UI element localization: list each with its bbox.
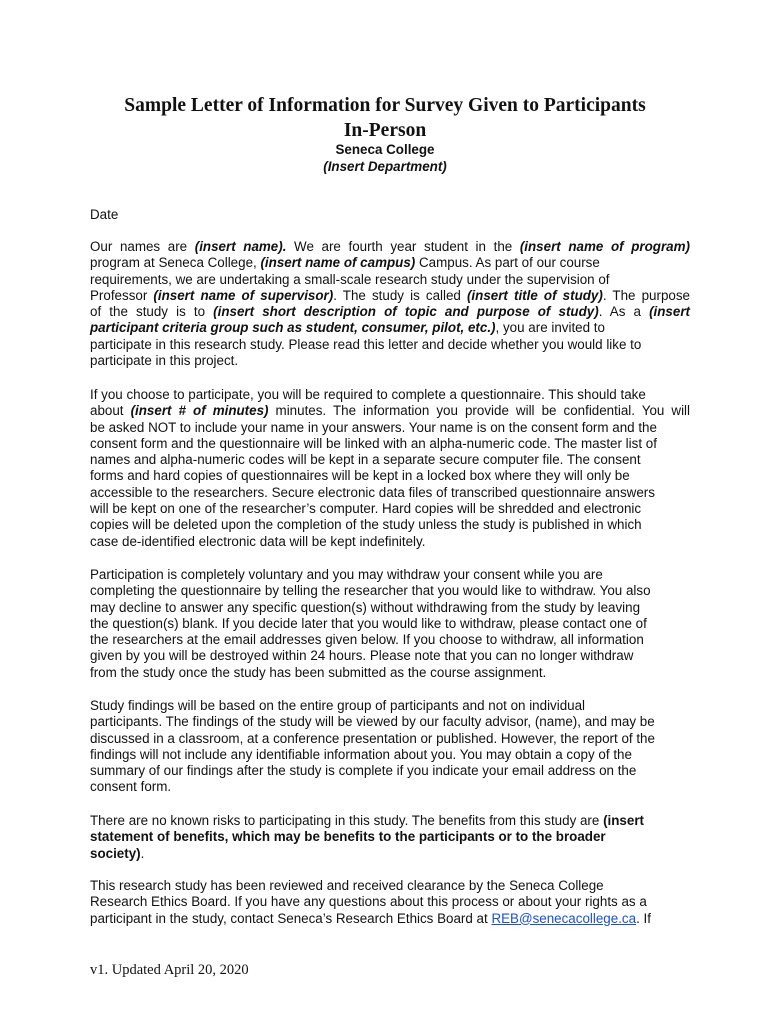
page-title-line1: Sample Letter of Information for Survey Given to Participants xyxy=(124,95,646,116)
text-line: participants. The findings of the study will be viewed by our faculty advisor, (name), and may be xyxy=(90,714,655,730)
text-line: given by you will be destroyed within 24 hours. Please note that you can no longer withdraw xyxy=(90,648,634,664)
risks-benefits-paragraph xyxy=(90,813,690,862)
college-name: Seneca College xyxy=(335,142,435,157)
findings-paragraph xyxy=(90,698,690,796)
text-line: forms and hard copies of questionnaires will be kept in a locked box where they will only be xyxy=(90,468,630,484)
text-line: completing the questionnaire by telling the researcher that you would like to withdraw. You also xyxy=(90,583,651,599)
text-line: Research Ethics Board. If you have any questions about this process or about your rights as a xyxy=(90,894,647,910)
text-line: be asked NOT to include your name in your answers. Your name is on the consent form and the xyxy=(90,419,657,435)
text-line: of the study is to (insert short description of topic and purpose of study). As a (insert xyxy=(90,304,691,320)
text-line: consent form. xyxy=(90,779,172,795)
text-line: participant in the study, contact Seneca’s Research Ethics Board at REB@senecacollege.ca. If xyxy=(90,910,651,926)
text-line: program at Seneca College, (insert name of campus) Campus. As part of our course xyxy=(90,255,600,271)
text-line: Professor (insert name of supervisor). The study is called (insert title of study). The purpose xyxy=(90,287,690,303)
text-line: findings will not include any identifiable information about you. You may obtain a copy of the xyxy=(90,746,632,762)
text-line: the question(s) blank. If you decide later that you would like to withdraw, please contact one of xyxy=(90,615,647,631)
text-line: There are no known risks to participating in this study. The benefits from this study are (insert xyxy=(90,813,644,828)
text-line: participant criteria group such as student, consumer, pilot, etc.), you are invited to xyxy=(90,320,605,336)
date-label: Date xyxy=(90,207,119,222)
department-name: (Insert Department) xyxy=(323,159,447,174)
text-line: discussed in a classroom, at a conference presentation or published. However, the report of the xyxy=(90,730,655,746)
withdrawal-paragraph xyxy=(90,567,690,681)
text-line: summary of our findings after the study is complete if you indicate your email address on the xyxy=(90,763,637,779)
text-line: consent form and the questionnaire will be linked with an alpha-numeric code. The master list of xyxy=(90,435,657,451)
text-line: society). xyxy=(90,845,145,861)
text-line: Study findings will be based on the entire group of participants and not on individual xyxy=(90,698,586,713)
text-line: names and alpha-numeric codes will be kept in a separate secure computer file. The consent xyxy=(90,452,641,468)
text-line: about (insert # of minutes) minutes. The information you provide will be confidential. You will xyxy=(90,403,690,419)
ethics-paragraph xyxy=(90,878,690,927)
text-line: may decline to answer any specific question(s) without withdrawing from the study by leaving xyxy=(90,599,641,615)
text-line: the researchers at the email addresses given below. If you choose to withdraw, all information xyxy=(90,632,644,648)
text-line: This research study has been reviewed and received clearance by the Seneca College xyxy=(90,878,604,893)
text-line: participate in this project. xyxy=(90,353,239,369)
text-line: copies will be deleted upon the completion of the study unless the study is published in which xyxy=(90,517,642,533)
version-footer: v1. Updated April 20, 2020 xyxy=(90,962,249,978)
text-line: will be kept on one of the researcher’s computer. Hard copies will be shredded and electronic xyxy=(90,501,642,517)
text-line: Participation is completely voluntary and you may withdraw your consent while you are xyxy=(90,567,603,582)
page-title-line2: In-Person xyxy=(343,120,427,141)
text-line: participate in this research study. Please read this letter and decide whether you would like to xyxy=(90,336,642,352)
procedure-paragraph xyxy=(90,387,690,550)
text-line: Our names are (insert name). We are fourth year student in the (insert name of program) xyxy=(90,239,690,254)
text-line: case de-identified electronic data will be kept indefinitely. xyxy=(90,533,426,549)
reb-email-link[interactable]: REB@senecacollege.ca xyxy=(491,910,637,926)
text-line: from the study once the study has been submitted as the course assignment. xyxy=(90,664,547,680)
text-line: accessible to the researchers. Secure electronic data files of transcribed questionnaire answers xyxy=(90,484,655,500)
text-line: If you choose to participate, you will be required to complete a questionnaire. This should take xyxy=(90,387,646,402)
text-line: statement of benefits, which may be benefits to the participants or to the broader xyxy=(90,829,606,845)
intro-paragraph xyxy=(90,239,690,369)
text-line: requirements, we are undertaking a small-scale research study under the supervision of xyxy=(90,271,610,287)
